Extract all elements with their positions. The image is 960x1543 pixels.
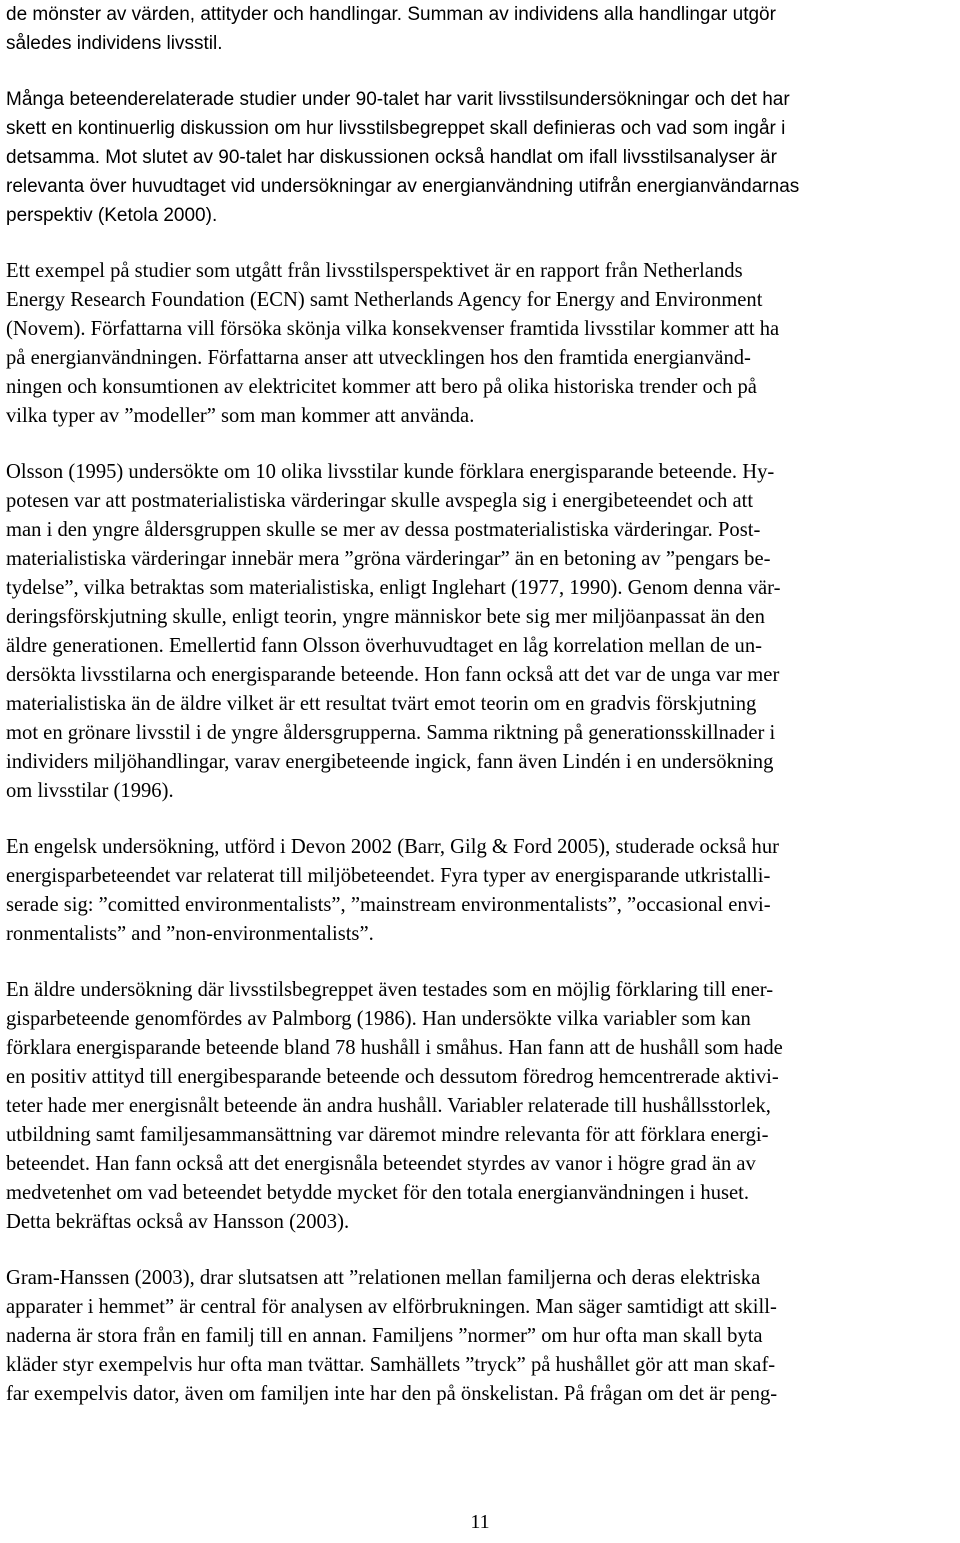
body-text xyxy=(6,0,956,1436)
text-line: materialistiska värderingar innebär mera ”gröna värderingar” än en betoning av ”pengars be- xyxy=(6,548,771,570)
text-line: perspektiv (Ketola 2000). xyxy=(6,205,218,226)
text-line: på energianvändningen. Författarna anser att utvecklingen hos den framtida energianvänd- xyxy=(6,347,751,369)
text-line: Många beteenderelaterade studier under 90-talet har varit livsstilsundersökningar och det har xyxy=(6,89,790,110)
paragraph-p4 xyxy=(6,458,956,806)
text-line: mot en grönare livsstil i de yngre åldersgrupperna. Samma riktning på generationsskillnader i xyxy=(6,722,776,744)
text-line: äldre generationen. Emellertid fann Olsson överhuvudtaget en låg korrelation mellan de un- xyxy=(6,635,762,657)
text-line: vilka typer av ”modeller” som man kommer att använda. xyxy=(6,405,475,427)
text-line: dersökta livsstilarna och energisparande beteende. Hon fann också att det var de unga var mer xyxy=(6,664,780,686)
paragraph-p7 xyxy=(6,1264,956,1409)
text-line: förklara energisparande beteende bland 78 hushåll i småhus. Han fann att de hushåll som hade xyxy=(6,1037,783,1059)
text-line: potesen var att postmaterialistiska värderingar skulle avspegla sig i energibeteendet och att xyxy=(6,490,754,512)
text-line: Detta bekräftas också av Hansson (2003). xyxy=(6,1211,350,1233)
text-line: beteendet. Han fann också att det energisnåla beteendet styrdes av vanor i högre grad än av xyxy=(6,1153,756,1175)
text-line: gisparbeteende genomfördes av Palmborg (1986). Han undersökte vilka variabler som kan xyxy=(6,1008,751,1030)
text-line: far exempelvis dator, även om familjen inte har den på önskelistan. På frågan om det är peng- xyxy=(6,1383,778,1405)
text-line: teter hade mer energisnålt beteende än andra hushåll. Variabler relaterade till hushållsstorlek, xyxy=(6,1095,771,1117)
paragraph-p5 xyxy=(6,833,956,949)
text-line: således individens livsstil. xyxy=(6,33,223,54)
text-line: medvetenhet om vad beteendet betydde mycket för den totala energianvändningen i huset. xyxy=(6,1182,750,1204)
text-line: deringsförskjutning skulle, enligt teorin, yngre människor bete sig mer miljöanpassat än den xyxy=(6,606,765,628)
paragraph-p2 xyxy=(6,85,956,230)
text-line: serade sig: ”comitted environmentalists”, ”mainstream environmentalists”, ”occasional envi- xyxy=(6,894,771,916)
paragraph-p6 xyxy=(6,976,956,1237)
text-line: skett en kontinuerlig diskussion om hur livsstilsbegreppet skall definieras och vad som ingår i xyxy=(6,118,786,139)
text-line: en positiv attityd till energibesparande beteende och dessutom föredrog hemcentrerade aktivi- xyxy=(6,1066,779,1088)
text-line: materialistiska än de äldre vilket är ett resultat tvärt emot teorin om en gradvis förskjutning xyxy=(6,693,757,715)
text-line: En äldre undersökning där livsstilsbegreppet även testades som en möjlig förklaring till ener- xyxy=(6,979,774,1001)
page-number: 11 xyxy=(470,1511,490,1533)
text-line: de mönster av värden, attityder och handlingar. Summan av individens alla handlingar utgör xyxy=(6,4,776,25)
text-line: om livsstilar (1996). xyxy=(6,780,174,802)
text-line: individers miljöhandlingar, varav energibeteende ingick, fann även Lindén i en undersökning xyxy=(6,751,774,773)
text-line: naderna är stora från en familj till en annan. Familjens ”normer” om hur ofta man skall byta xyxy=(6,1325,763,1347)
text-line: relevanta över huvudtaget vid undersökningar av energianvändning utifrån energianvändarnas xyxy=(6,176,800,197)
text-line: Gram-Hanssen (2003), drar slutsatsen att ”relationen mellan familjerna och deras elektriska xyxy=(6,1267,761,1289)
text-line: energisparbeteendet var relaterat till miljöbeteendet. Fyra typer av energisparande utkristalli- xyxy=(6,865,771,887)
text-line: ningen och konsumtionen av elektricitet kommer att bero på olika historiska trender och på xyxy=(6,376,757,398)
text-line: apparater i hemmet” är central för analysen av elförbrukningen. Man säger samtidigt att skill- xyxy=(6,1296,777,1318)
text-line: man i den yngre åldersgruppen skulle se mer av dessa postmaterialistiska värderingar. Post- xyxy=(6,519,761,541)
text-line: kläder styr exempelvis hur ofta man tvättar. Samhällets ”tryck” på hushållet gör att man skaf- xyxy=(6,1354,776,1376)
text-line: utbildning samt familjesammansättning var däremot mindre relevanta för att förklara energi- xyxy=(6,1124,769,1146)
text-line: ronmentalists” and ”non-environmentalists”. xyxy=(6,923,374,945)
text-line: Olsson (1995) undersökte om 10 olika livsstilar kunde förklara energisparande beteende. Hy- xyxy=(6,461,775,483)
paragraph-p3 xyxy=(6,257,956,431)
text-line: (Novem). Författarna vill försöka skönja vilka konsekvenser framtida livsstilar kommer att ha xyxy=(6,318,780,340)
text-line: En engelsk undersökning, utförd i Devon 2002 (Barr, Gilg & Ford 2005), studerade också hur xyxy=(6,836,780,858)
text-line: tydelse”, vilka betraktas som materialistiska, enligt Inglehart (1977, 1990). Genom denna vär- xyxy=(6,577,781,599)
paragraph-p1 xyxy=(6,0,956,58)
text-line: detsamma. Mot slutet av 90-talet har diskussionen också handlat om ifall livsstilsanalyser är xyxy=(6,147,777,168)
text-line: Ett exempel på studier som utgått från livsstilsperspektivet är en rapport från Netherlands xyxy=(6,260,743,282)
text-line: Energy Research Foundation (ECN) samt Netherlands Agency for Energy and Environment xyxy=(6,289,763,311)
